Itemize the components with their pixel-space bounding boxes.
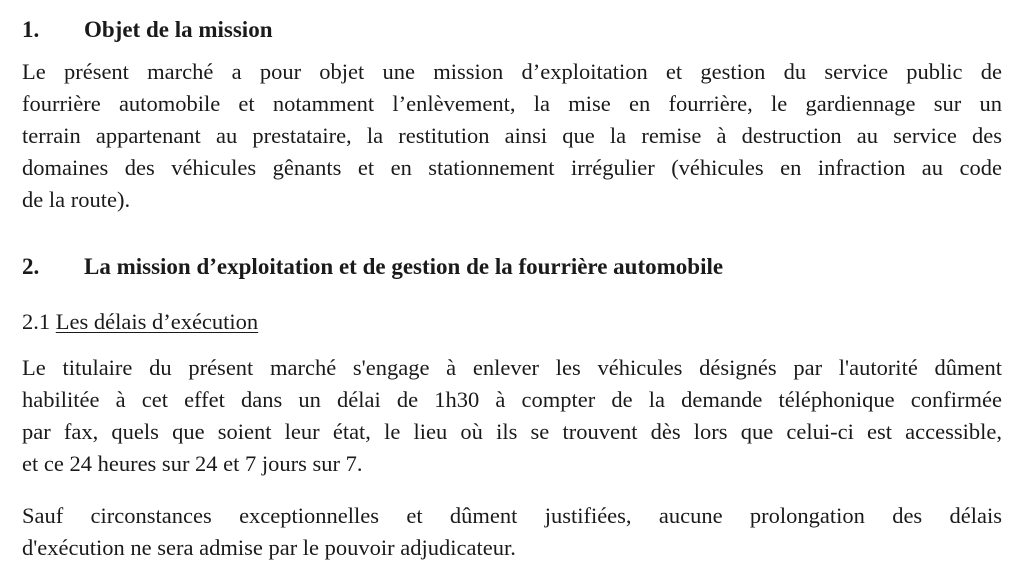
paragraph-line: fourrière automobile et notamment l’enlèvement, la mise en fourrière, le gardiennage sur un — [22, 91, 1002, 116]
paragraph-line: terrain appartenant au prestataire, la restitution ainsi que la remise à destruction au service des — [22, 123, 1002, 148]
paragraph-line: Sauf circonstances exceptionnelles et dûment justifiées, aucune prolongation des délais — [22, 503, 1002, 528]
section-1-heading — [22, 16, 272, 44]
subsection-title: Les délais d’exécution — [55, 309, 259, 334]
paragraph-line: Le présent marché a pour objet une mission d’exploitation et gestion du service public de — [22, 59, 1002, 84]
subsection-number: 2.1 — [22, 309, 51, 334]
section-2-paragraph-2 — [22, 500, 1002, 564]
paragraph-line: habilitée à cet effet dans un délai de 1h30 à compter de la demande téléphonique confirmée — [22, 387, 1002, 412]
section-1-paragraph — [22, 56, 1002, 216]
section-1-number: 1. — [22, 17, 40, 42]
paragraph-line: Le titulaire du présent marché s'engage à enlever les véhicules désignés par l'autorité dûment — [22, 355, 1002, 380]
section-2-heading — [22, 253, 723, 281]
paragraph-line: de la route). — [22, 187, 131, 212]
section-1-title: Objet de la mission — [84, 17, 273, 42]
paragraph-line: d'exécution ne sera admise par le pouvoir adjudicateur. — [22, 535, 516, 560]
paragraph-line: par fax, quels que soient leur état, le lieu où ils se trouvent dès lors que celui-ci est accessible, — [22, 419, 1002, 444]
paragraph-line: domaines des véhicules gênants et en stationnement irrégulier (véhicules en infraction au code — [22, 155, 1002, 180]
section-2-paragraph-1 — [22, 352, 1002, 480]
subsection-2-1-heading — [22, 307, 258, 337]
section-2-title: La mission d’exploitation et de gestion de la fourrière automobile — [84, 254, 724, 279]
paragraph-line: et ce 24 heures sur 24 et 7 jours sur 7. — [22, 451, 363, 476]
section-2-number: 2. — [22, 254, 40, 279]
